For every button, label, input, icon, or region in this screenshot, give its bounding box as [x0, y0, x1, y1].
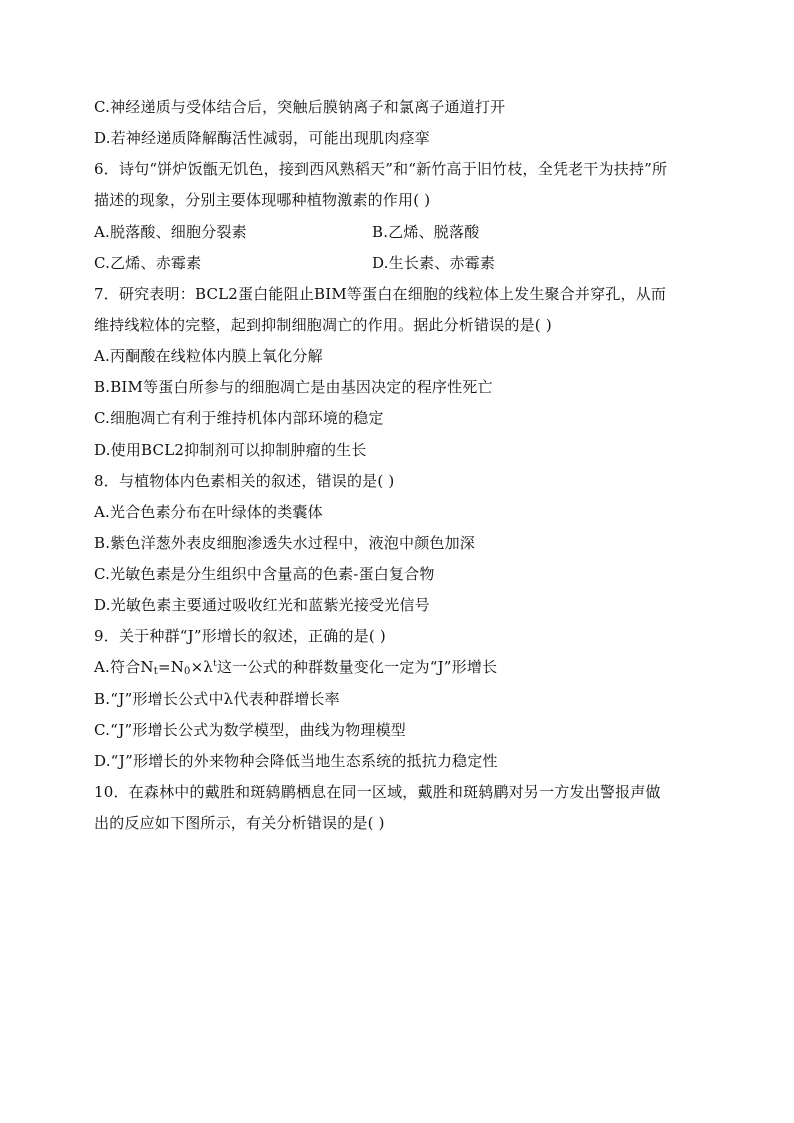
- q10-stem-line1: 10．在森林中的戴胜和斑鸫鹛栖息在同一区域，戴胜和斑鸫鹛对另一方发出警报声做: [94, 783, 661, 801]
- q8-option-d: D.光敏色素主要通过吸收红光和蓝紫光接受光信号: [94, 596, 430, 614]
- q9-a-mid: =N: [157, 658, 185, 676]
- q5-option-d: D.若神经递质降解酶活性减弱，可能出现肌肉痉挛: [94, 129, 430, 147]
- q6-option-c: C.乙烯、赤霉素: [94, 254, 202, 272]
- q9-a-prefix: A.符合N: [94, 658, 154, 676]
- q6-stem-line2: 描述的现象，分别主要体现哪种植物激素的作用( ): [94, 191, 431, 209]
- q6-option-a: A.脱落酸、细胞分裂素: [94, 223, 247, 241]
- q6-option-b: B.乙烯、脱落酸: [372, 223, 480, 241]
- q7-option-d: D.使用BCL2抑制剂可以抑制肿瘤的生长: [94, 441, 367, 459]
- q8-option-c: C.光敏色素是分生组织中含量高的色素-蛋白复合物: [94, 565, 435, 583]
- q9-a-times: ×λ: [190, 658, 214, 676]
- q5-option-c: C.神经递质与受体结合后，突触后膜钠离子和氯离子通道打开: [94, 98, 506, 116]
- q9-a-suffix: 这一公式的种群数量变化一定为“J”形增长: [216, 658, 498, 676]
- q9-option-b: B.“J”形增长公式中λ代表种群增长率: [94, 690, 340, 708]
- q7-option-c: C.细胞凋亡有利于维持机体内部环境的稳定: [94, 409, 384, 427]
- q9-a-superscript-t: t: [213, 659, 217, 669]
- q9-stem: 9．关于种群“J”形增长的叙述，正确的是( ): [94, 627, 386, 645]
- q9-option-d: D.“J”形增长的外来物种会降低当地生态系统的抵抗力稳定性: [94, 752, 498, 770]
- q9-a-subscript-t: t: [153, 666, 158, 677]
- q7-option-b: B.BIM等蛋白所参与的细胞凋亡是由基因决定的程序性死亡: [94, 378, 493, 396]
- q10-stem-line2: 出的反应如下图所示，有关分析错误的是( ): [94, 814, 385, 832]
- q9-a-subscript-0: 0: [184, 666, 191, 677]
- q7-stem-line2: 维持线粒体的完整，起到抑制细胞凋亡的作用。据此分析错误的是( ): [94, 316, 552, 334]
- q6-option-d: D.生长素、赤霉素: [372, 254, 496, 272]
- q8-stem: 8．与植物体内色素相关的叙述，错误的是( ): [94, 472, 395, 490]
- q6-stem-line1: 6．诗句“饼炉饭甑无饥色，接到西风熟稻天”和“新竹高于旧竹枝，全凭老干为扶持”所: [94, 160, 668, 178]
- q8-option-a: A.光合色素分布在叶绿体的类囊体: [94, 503, 323, 521]
- q7-option-a: A.丙酮酸在线粒体内膜上氧化分解: [94, 347, 323, 365]
- q9-option-a: [94, 657, 497, 677]
- q9-option-c: C.“J”形增长公式为数学模型，曲线为物理模型: [94, 721, 407, 739]
- q8-option-b: B.紫色洋葱外表皮细胞渗透失水过程中，液泡中颜色加深: [94, 534, 475, 552]
- q7-stem-line1: 7．研究表明：BCL2蛋白能阻止BIM等蛋白在细胞的线粒体上发生聚合并穿孔，从而: [94, 285, 667, 303]
